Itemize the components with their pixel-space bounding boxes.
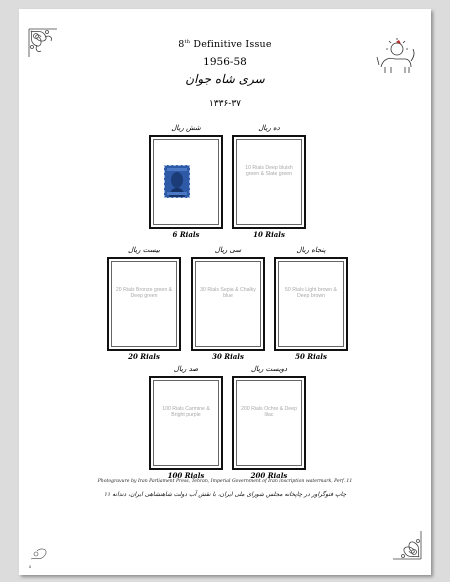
stamp-description: 50 Rials Light brown & Deep brown — [285, 287, 337, 300]
printing-notes-farsi: چاپ فتوگراور در چاپخانه مجلس شورای ملی ایران، با نقش آب دولت شاهنشاهی ایران، دندانه ۱۱ — [103, 491, 347, 498]
printing-notes-english: Photogravure by Iran Parliament Press, Tehran, Imperial Government of Iran inscription watermark, Perf. 11 — [97, 479, 353, 484]
stamp-frame — [232, 135, 306, 229]
stamp-frame — [149, 135, 223, 229]
stamp-frame — [149, 376, 223, 470]
stamp-value-label: 100 Rials — [167, 471, 205, 480]
stamp-value-label: 10 Rials — [253, 230, 285, 239]
stamp-value-label: 6 Rials — [172, 230, 200, 239]
stamp-value-farsi: شش ریال — [171, 124, 201, 132]
stamp-frame — [274, 257, 348, 351]
page-number: ۵ — [29, 564, 32, 569]
stamp-value-label: 30 Rials — [212, 352, 244, 361]
stamp-description: 100 Rials Carmine & Bright purple — [162, 406, 210, 419]
issue-years: 1956-58 — [203, 56, 247, 68]
stamp-value-label: 20 Rials — [128, 352, 160, 361]
stamp-image-icon — [164, 165, 190, 198]
stamp-value-label: 200 Rials — [250, 471, 288, 480]
stamp-value-farsi: ده ریال — [258, 124, 280, 132]
stamp-description: 200 Rials Ochre & Deep lilac — [241, 406, 297, 419]
floral-corner-bottom-left-icon — [27, 531, 59, 563]
album-page — [19, 9, 431, 575]
stamp-value-farsi: بیست ریال — [128, 246, 160, 254]
stamp-value-farsi: دویست ریال — [250, 365, 288, 373]
stamp-frame — [232, 376, 306, 470]
stamp-value-label: 50 Rials — [295, 352, 327, 361]
stamp-frame — [191, 257, 265, 351]
issue-years-farsi: ۱۳۳۶-۳۷ — [208, 99, 242, 109]
stamp-value-farsi: صد ریال — [173, 365, 199, 373]
stamp-value-farsi: سی ریال — [214, 246, 242, 254]
stamp-description: 30 Rials Sepia & Chalky blue — [200, 287, 256, 300]
series-title-farsi: سری شاه جوان — [185, 72, 265, 86]
stamp-description: 20 Rials Bronze green & Deep green — [115, 287, 173, 300]
stamp-value-farsi: پنجاه ریال — [296, 246, 326, 254]
stamp-description: 10 Rials Deep bluish green & Slate green — [245, 165, 293, 178]
stamp-frame — [107, 257, 181, 351]
page-title: 8th Definitive Issue — [178, 39, 272, 50]
floral-corner-bottom-right-icon — [391, 529, 423, 561]
